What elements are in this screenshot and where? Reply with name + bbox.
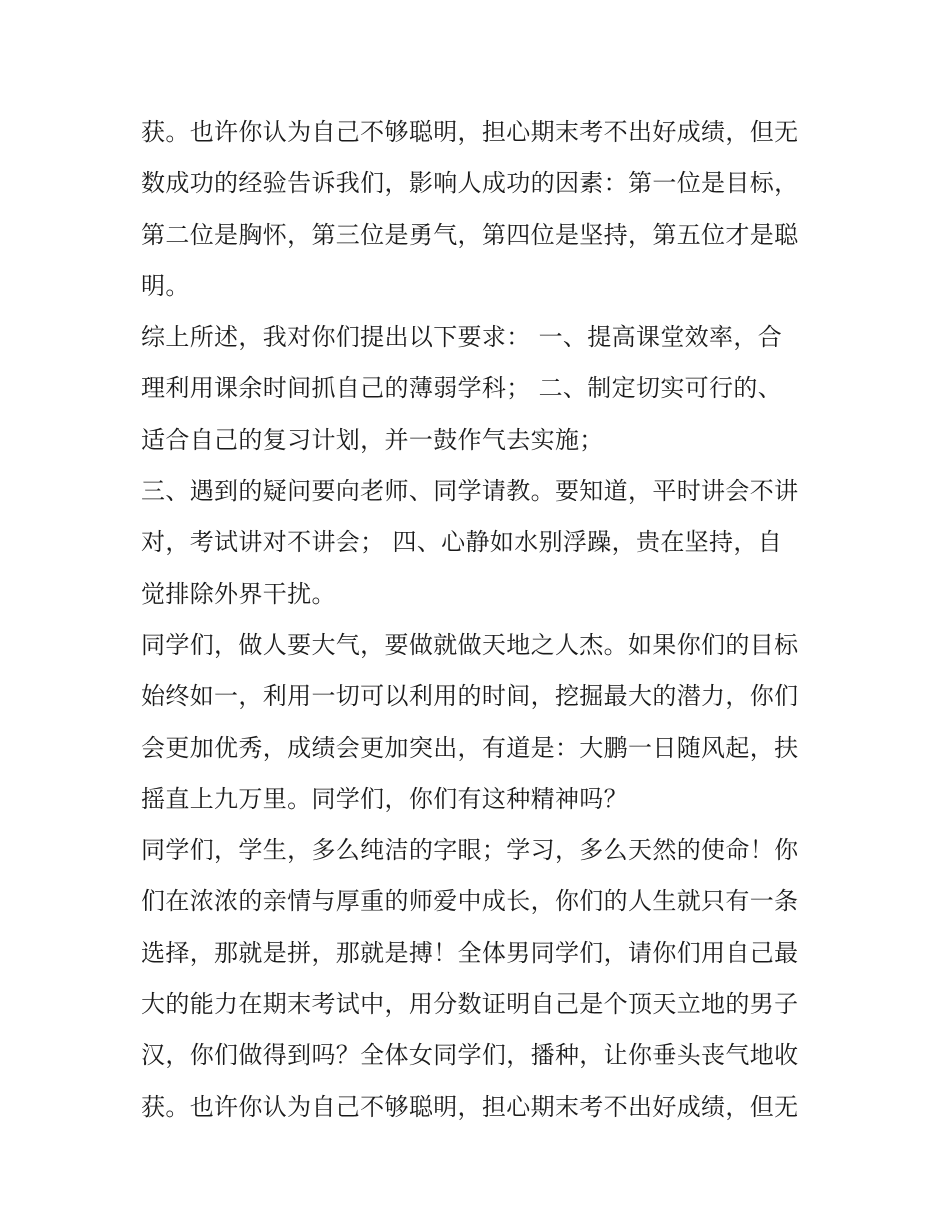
text-line: 三、遇到的疑问要向老师、同学请教。要知道，平时讲会不讲: [141, 477, 799, 506]
text-line: 汉，你们做得到吗？全体女同学们，播种，让你垂头丧气地收: [141, 1041, 799, 1070]
text-line: 数成功的经验告诉我们，影响人成功的因素：第一位是目标，: [141, 169, 799, 198]
text-line: 摇直上九万里。同学们，你们有这种精神吗？: [141, 784, 628, 813]
document-text-body: [141, 107, 816, 1133]
text-line: 第二位是胸怀，第三位是勇气，第四位是坚持，第五位才是聪: [141, 220, 799, 249]
text-line: 大的能力在期末考试中，用分数证明自己是个顶天立地的男子: [141, 990, 799, 1019]
text-line: 觉排除外界干扰。: [141, 579, 336, 608]
text-line: 选择，那就是拼，那就是搏！全体男同学们，请你们用自己最: [141, 938, 799, 967]
text-line: 获。也许你认为自己不够聪明，担心期末考不出好成绩，但无: [141, 1092, 799, 1121]
text-line: 综上所述，我对你们提出以下要求： 一、提高课堂效率，合: [141, 323, 783, 352]
text-line: 同学们，做人要大气，要做就做天地之人杰。如果你们的目标: [141, 630, 799, 659]
text-line: 理利用课余时间抓自己的薄弱学科； 二、制定切实可行的、: [141, 374, 783, 403]
text-line: 适合自己的复习计划，并一鼓作气去实施；: [141, 425, 604, 454]
text-line: 会更加优秀，成绩会更加突出，有道是：大鹏一日随风起，扶: [141, 733, 799, 762]
text-line: 同学们，学生，多么纯洁的字眼；学习，多么天然的使命！你: [141, 836, 799, 865]
text-line: 获。也许你认为自己不够聪明，担心期末考不出好成绩，但无: [141, 118, 799, 146]
text-line: 明。: [141, 271, 190, 300]
text-line: 们在浓浓的亲情与厚重的师爱中成长，你们的人生就只有一条: [141, 887, 799, 916]
text-line: 对，考试讲对不讲会； 四、心静如水别浮躁，贵在坚持，自: [141, 528, 783, 557]
text-line: 始终如一，利用一切可以利用的时间，挖掘最大的潜力，你们: [141, 682, 799, 711]
